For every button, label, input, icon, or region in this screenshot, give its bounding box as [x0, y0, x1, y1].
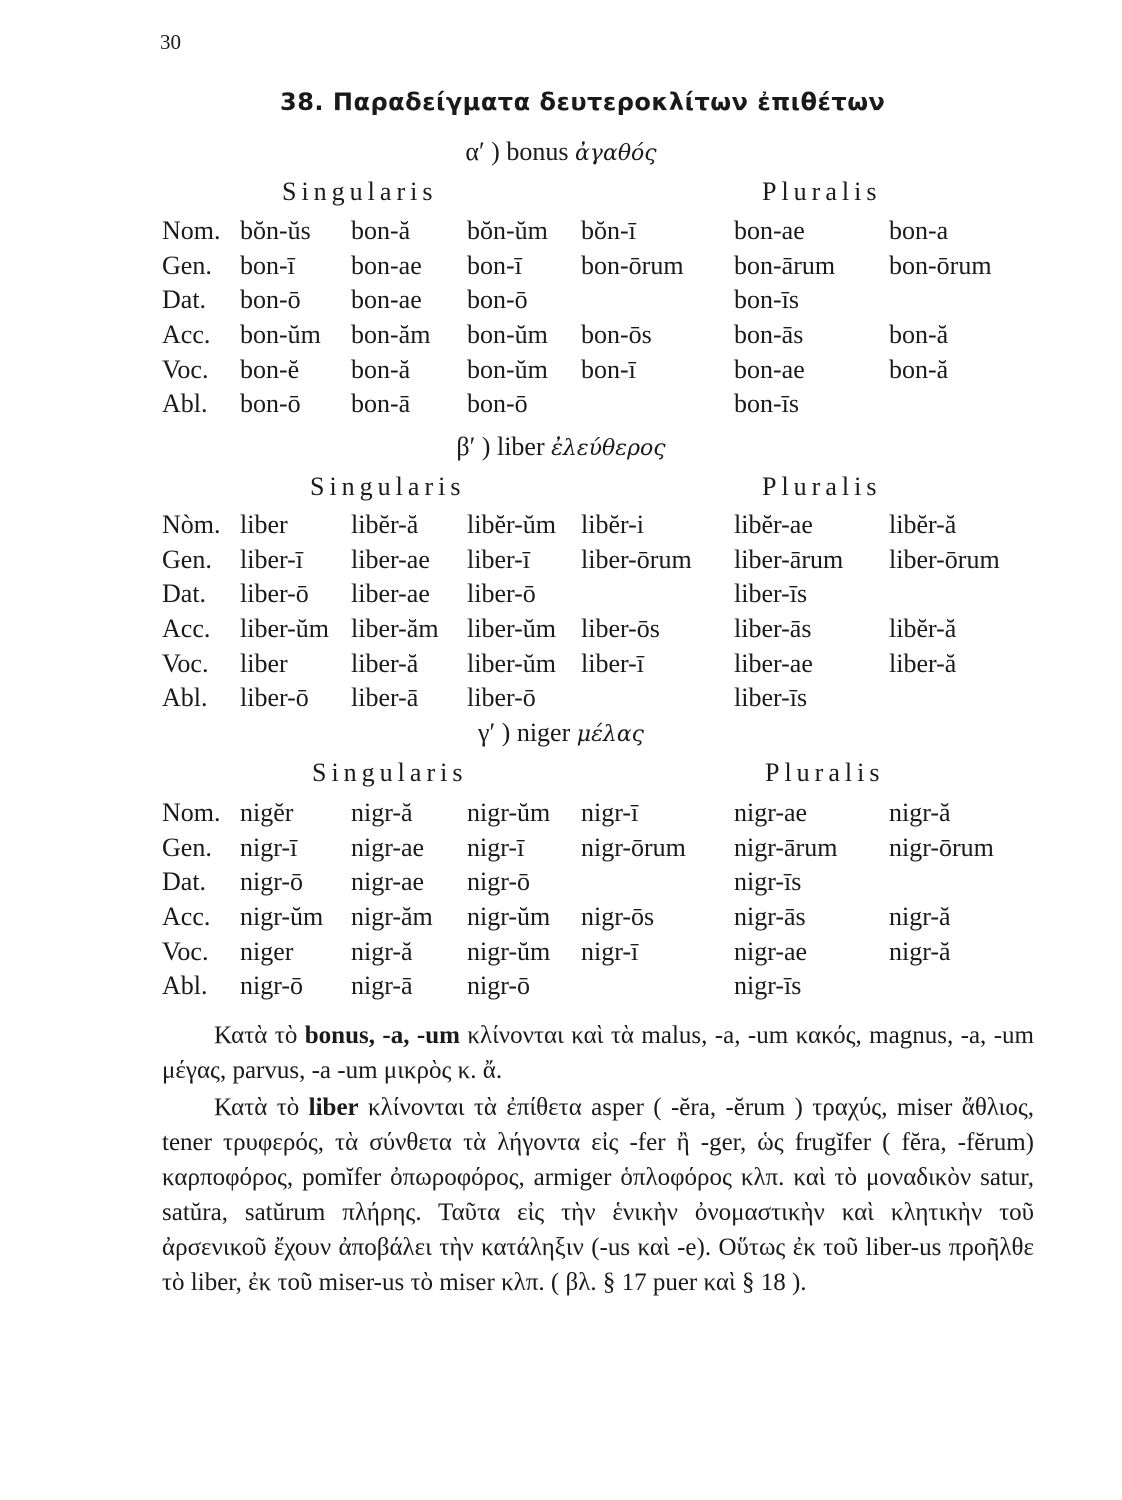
singularis-label: Singularis — [310, 472, 466, 501]
paradigm-title-latin: α′ ) bonus — [465, 137, 569, 166]
case-label: Gen. — [162, 832, 212, 862]
form-cell: nigr-ō — [240, 867, 304, 897]
case-label: Nom. — [162, 798, 221, 828]
form-cell: bon-ă — [889, 320, 949, 350]
case-row — [162, 646, 1034, 681]
case-label: Nom. — [162, 216, 221, 246]
form-cell: nigr-ōs — [581, 902, 655, 932]
case-row — [162, 214, 1034, 249]
declension-table-liber — [162, 508, 1034, 716]
paragraph-text: κλίνονται τὰ ἐπίθετα asper ( -ĕra, -ĕrum ) τραχύς, miser ἄθλιος, tener τρυφερός, τὰ σύνθετα τὰ λήγοντα εἰς -fer ἢ -ger, ὡς frugĭfer ( fĕra, -fĕrum) καρποφόρος, pomĭfer ὀπωροφόρος, armiger ὁπλοφόρος κλπ. καὶ τὸ μοναδικὸν satur, satŭra, satŭrum πλήρης. Ταῦτα εἰς τὴν ἑνικὴν ὀνομαστικὴν καὶ κλητικὴν τοῦ ἀρσενικοῦ ἔχουν ἀποβάλει τὴν κατάληξιν (-us καὶ -e). Οὕτως ἐκ τοῦ liber-us προῆλθε τὸ liber, ἐκ τοῦ miser-us τὸ miser κλπ. ( βλ. § 17 puer καὶ § 18 ). — [162, 1094, 1034, 1296]
form-cell: bon-ă — [351, 354, 411, 384]
form-cell: bon-ō — [467, 389, 528, 419]
form-cell: liber-ōrum — [581, 544, 692, 574]
pluralis-label: Pluralis — [765, 758, 885, 787]
form-cell: liber-ō — [467, 683, 536, 713]
form-cell: liber-ae — [351, 544, 430, 574]
form-cell — [889, 969, 1034, 1004]
form-cell: liber — [240, 648, 288, 678]
form-cell: bon-ĕ — [240, 354, 300, 384]
case-label: Gen. — [162, 544, 212, 574]
case-label: Abl. — [162, 683, 208, 713]
case-label: Abl. — [162, 389, 208, 419]
form-cell: bon-ōrum — [889, 250, 992, 280]
form-cell: nigr-ō — [467, 867, 531, 897]
form-cell: liber-ō — [240, 579, 309, 609]
form-cell: liber-ō — [467, 579, 536, 609]
form-cell: bon-ŭm — [240, 320, 321, 350]
form-cell: bon-ae — [734, 354, 805, 384]
form-cell: nigr-ae — [351, 832, 425, 862]
paradigm-title-greek: μέλας — [576, 722, 644, 747]
form-cell — [889, 865, 1034, 900]
paradigm-title-bonus — [0, 137, 1122, 167]
paragraph-text: Κατὰ τὸ — [214, 1022, 305, 1049]
case-label: Dat. — [162, 285, 207, 315]
case-label: Acc. — [162, 614, 211, 644]
form-cell: liber-ō — [240, 683, 309, 713]
form-cell: liber-ōrum — [889, 544, 1000, 574]
form-cell: nigr-ăm — [351, 902, 433, 932]
form-cell: liber-ae — [351, 579, 430, 609]
case-row — [162, 318, 1034, 353]
form-cell — [581, 577, 734, 612]
paragraph-bold: liber — [308, 1094, 359, 1121]
form-cell: nigr-ă — [351, 936, 413, 966]
case-row — [162, 865, 1034, 900]
paradigm-title-latin: γ′ ) niger — [478, 718, 571, 747]
form-cell: bon-ăm — [351, 320, 431, 350]
form-cell: liber-ae — [734, 648, 813, 678]
form-cell: nigr-ā — [351, 971, 413, 1001]
form-cell: bon-ae — [351, 285, 422, 315]
case-row — [162, 934, 1034, 969]
form-cell: libĕr-ă — [889, 510, 957, 540]
case-row — [162, 969, 1034, 1004]
form-cell: bon-ŭm — [467, 320, 548, 350]
page-number: 30 — [160, 30, 181, 54]
paradigm-title-niger — [0, 718, 1122, 748]
paradigm-title-greek: ἐλεύθερος — [551, 436, 666, 461]
form-cell: liber — [240, 510, 288, 540]
form-cell: nigr-ōrum — [889, 832, 994, 862]
form-cell: libĕr-ă — [889, 614, 957, 644]
form-cell: bon-ŭm — [467, 354, 548, 384]
form-cell: liber-ās — [734, 614, 812, 644]
paradigm-title-latin: β′ ) liber — [456, 432, 545, 461]
declension-table-bonus — [162, 214, 1034, 422]
case-label: Gen. — [162, 250, 212, 280]
form-cell: bon-ī — [581, 354, 636, 384]
form-cell: libĕr-ae — [734, 510, 813, 540]
form-cell — [889, 387, 1034, 422]
form-cell: bon-ī — [467, 250, 522, 280]
case-label: Abl. — [162, 971, 208, 1001]
form-cell: nigr-ās — [734, 902, 806, 932]
case-row — [162, 508, 1034, 543]
form-cell — [581, 283, 734, 318]
form-cell: bon-ă — [351, 216, 411, 246]
case-row — [162, 796, 1034, 831]
case-label: Nòm. — [162, 510, 221, 540]
singularis-label: Singularis — [312, 758, 468, 787]
singularis-label: Singularis — [282, 177, 438, 206]
case-row — [162, 900, 1034, 935]
form-cell: liber-ăm — [351, 614, 439, 644]
form-cell — [581, 969, 734, 1004]
form-cell: bon-ō — [240, 285, 301, 315]
form-cell: nigr-īs — [734, 867, 802, 897]
form-cell: nigr-ae — [351, 867, 425, 897]
case-label: Voc. — [162, 354, 209, 384]
case-row — [162, 612, 1034, 647]
case-row — [162, 577, 1034, 612]
form-cell: libĕr-ŭm — [467, 510, 557, 540]
case-label: Voc. — [162, 648, 209, 678]
form-cell: bon-ōs — [581, 320, 652, 350]
form-cell: bŏn-ī — [581, 216, 636, 246]
form-cell: nigĕr — [240, 798, 294, 828]
form-cell: liber-ŭm — [467, 648, 557, 678]
paragraph-bonus-note — [162, 1018, 1034, 1088]
form-cell: bon-īs — [734, 285, 799, 315]
form-cell: nigr-īs — [734, 971, 802, 1001]
paradigm-title-liber — [0, 432, 1122, 462]
form-cell: bon-a — [889, 216, 949, 246]
form-cell: liber-ī — [581, 648, 645, 678]
form-cell: bon-ō — [240, 389, 301, 419]
form-cell: liber-īs — [734, 683, 808, 713]
form-cell: bon-ās — [734, 320, 804, 350]
case-label: Acc. — [162, 320, 211, 350]
case-row — [162, 831, 1034, 866]
form-cell: nigr-ă — [889, 798, 951, 828]
form-cell: liber-ă — [889, 648, 957, 678]
case-label: Acc. — [162, 902, 211, 932]
case-label: Dat. — [162, 579, 207, 609]
form-cell: liber-ā — [351, 683, 419, 713]
paragraph-text: Κατὰ τὸ — [214, 1094, 309, 1121]
form-cell: bŏn-ŭm — [467, 216, 548, 246]
form-cell: bon-ā — [351, 389, 411, 419]
form-cell: bon-ōrum — [581, 250, 684, 280]
form-cell: nigr-ae — [734, 798, 808, 828]
paradigm-title-greek: ἀγαθός — [574, 141, 657, 166]
form-cell: nigr-ī — [581, 798, 639, 828]
form-cell: nigr-ŭm — [467, 798, 551, 828]
form-cell: bŏn-ŭs — [240, 216, 311, 246]
form-cell: nigr-ōrum — [581, 832, 686, 862]
form-cell: liber-ŭm — [240, 614, 330, 644]
form-cell: niger — [240, 936, 294, 966]
case-row — [162, 387, 1034, 422]
form-cell: nigr-ae — [734, 936, 808, 966]
form-cell: bon-ă — [889, 354, 949, 384]
case-row — [162, 352, 1034, 387]
form-cell: liber-ă — [351, 648, 419, 678]
pluralis-label: Pluralis — [762, 472, 882, 501]
form-cell: liber-ī — [467, 544, 531, 574]
form-cell — [581, 387, 734, 422]
case-row — [162, 681, 1034, 716]
form-cell: bon-ō — [467, 285, 528, 315]
form-cell: libĕr-i — [581, 510, 645, 540]
case-row — [162, 543, 1034, 578]
form-cell — [889, 283, 1034, 318]
case-row — [162, 283, 1034, 318]
form-cell: nigr-ă — [889, 902, 951, 932]
form-cell — [889, 681, 1034, 716]
form-cell: libĕr-ă — [351, 510, 419, 540]
case-row — [162, 249, 1034, 284]
declension-table-niger — [162, 796, 1034, 1004]
form-cell: nigr-ŭm — [467, 902, 551, 932]
form-cell: bon-ārum — [734, 250, 836, 280]
form-cell: nigr-ă — [889, 936, 951, 966]
pluralis-label: Pluralis — [762, 177, 882, 206]
form-cell: bon-īs — [734, 389, 799, 419]
form-cell: bon-ī — [240, 250, 295, 280]
paragraph-bold: bonus, -a, -um — [304, 1022, 460, 1049]
form-cell: nigr-ō — [240, 971, 304, 1001]
paragraph-liber-note — [162, 1090, 1034, 1300]
form-cell — [889, 577, 1034, 612]
form-cell: nigr-ō — [467, 971, 531, 1001]
form-cell: nigr-ŭm — [467, 936, 551, 966]
paragraph-text: κλίνονται καὶ τὰ malus, -a, -um κακός, magnus, -a, -um μέγας, parvus, -a -um μικρὸς κ. ἄ. — [162, 1022, 1034, 1084]
form-cell: liber-ōs — [581, 614, 660, 644]
form-cell: nigr-ī — [581, 936, 639, 966]
form-cell — [581, 865, 734, 900]
form-cell: liber-ārum — [734, 544, 844, 574]
case-label: Voc. — [162, 936, 209, 966]
form-cell: nigr-ī — [467, 832, 525, 862]
form-cell: nigr-ă — [351, 798, 413, 828]
form-cell: liber-ŭm — [467, 614, 557, 644]
form-cell: bon-ae — [351, 250, 422, 280]
form-cell: liber-ī — [240, 544, 304, 574]
section-heading: 38. Παραδείγματα δευτεροκλίτων ἐπιθέτων — [280, 88, 886, 116]
form-cell: liber-īs — [734, 579, 808, 609]
form-cell: nigr-ī — [240, 832, 298, 862]
case-label: Dat. — [162, 867, 207, 897]
form-cell — [581, 681, 734, 716]
form-cell: nigr-ŭm — [240, 902, 324, 932]
form-cell: nigr-ārum — [734, 832, 838, 862]
form-cell: bon-ae — [734, 216, 805, 246]
